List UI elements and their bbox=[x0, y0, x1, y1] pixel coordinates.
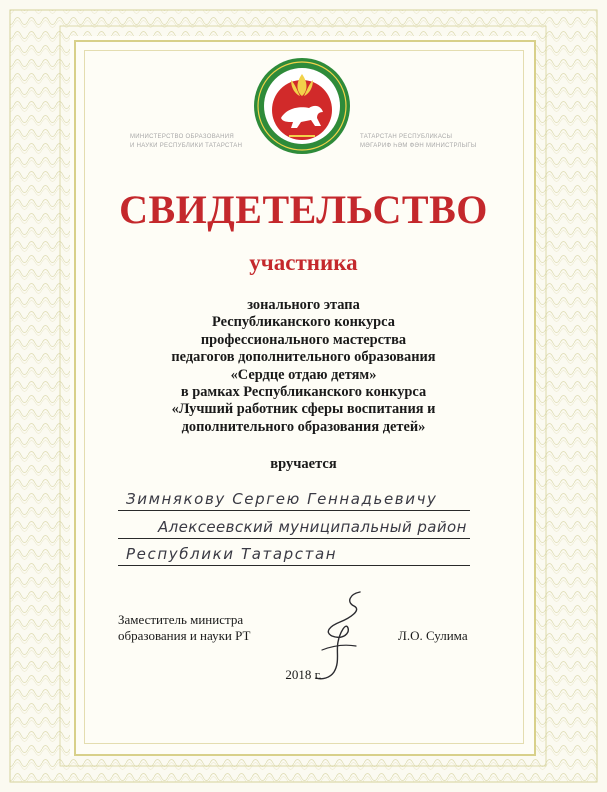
ministry-line: ТАТАРСТАН РЕСПУБЛИКАСЫ bbox=[360, 134, 453, 140]
description-line: дополнительного образования детей» bbox=[181, 418, 426, 435]
signatory-title-line: образования и науки РТ bbox=[118, 628, 251, 643]
signatory-title-line: Заместитель министра bbox=[118, 612, 244, 627]
signatory-name: Л.О. Сулима bbox=[398, 628, 468, 643]
recipient-name: Зимнякову Сергею Геннадьевичу bbox=[126, 490, 438, 508]
issue-year: 2018 г. bbox=[285, 667, 322, 682]
description-line: «Лучший работник сферы воспитания и bbox=[171, 401, 436, 418]
recipient-district-line bbox=[118, 514, 470, 539]
description-line: педагогов дополнительного образования bbox=[171, 349, 436, 366]
recipient-name-line bbox=[118, 486, 470, 511]
description-line: в рамках Республиканского конкурса bbox=[180, 384, 427, 401]
description-line: профессионального мастерства bbox=[200, 331, 407, 348]
recipient-region: Республики Татарстан bbox=[126, 545, 338, 563]
signatory-title bbox=[118, 612, 250, 644]
awarded-label: вручается bbox=[270, 456, 337, 472]
ministry-name-russian bbox=[130, 133, 256, 150]
ministry-name-tatar bbox=[360, 133, 486, 150]
description-line: «Сердце отдаю детям» bbox=[230, 366, 377, 383]
contest-description bbox=[100, 297, 507, 436]
description-line: зонального этапа bbox=[247, 297, 360, 313]
ministry-line: И НАУКИ РЕСПУБЛИКИ ТАТАРСТАН bbox=[130, 142, 243, 149]
ministry-line: МӘГАРИФ ҺӘМ ФӘН МИНИСТРЛЫГЫ bbox=[360, 142, 477, 149]
ministry-line: МИНИСТЕРСТВО ОБРАЗОВАНИЯ bbox=[130, 134, 234, 140]
tatarstan-emblem-icon bbox=[251, 56, 353, 156]
certificate-subtitle: участника bbox=[249, 250, 358, 275]
description-line: Республиканского конкурса bbox=[212, 314, 395, 331]
certificate-title: СВИДЕТЕЛЬСТВО bbox=[119, 187, 488, 232]
recipient-district: Алексеевский муниципальный район bbox=[158, 518, 467, 536]
recipient-region-line bbox=[118, 541, 470, 566]
